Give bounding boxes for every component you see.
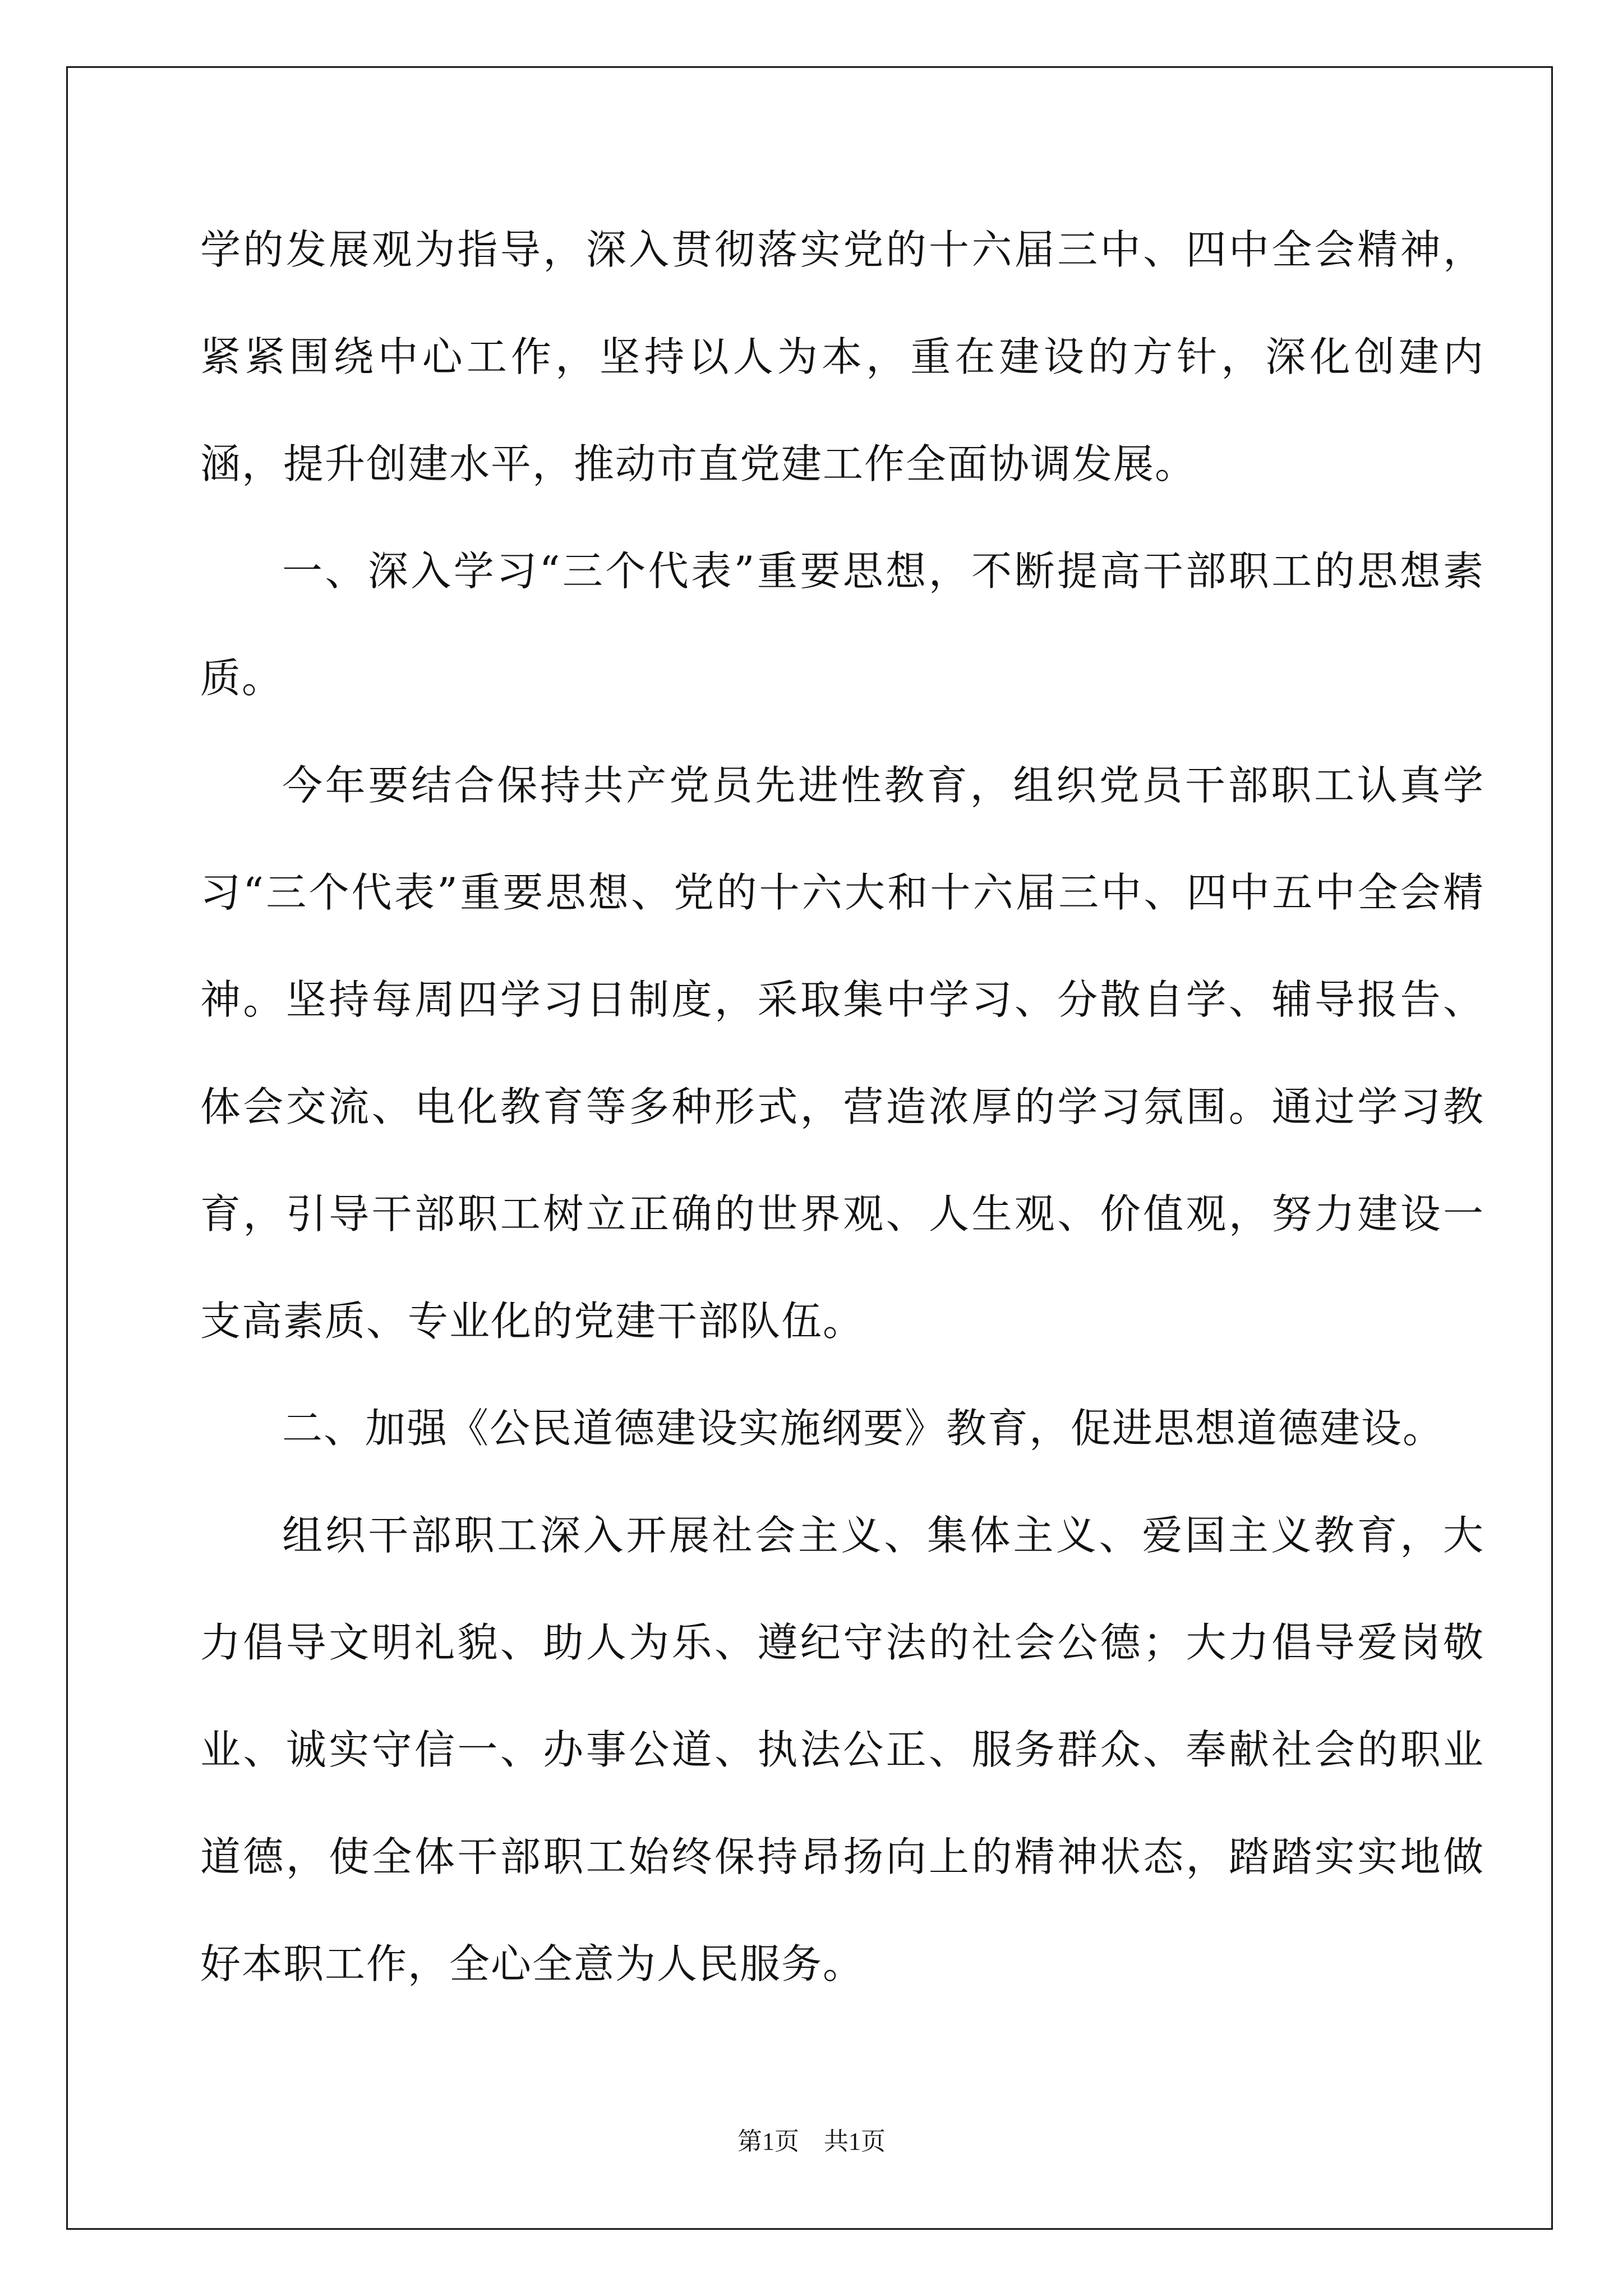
paragraph-intro: 学的发展观为指导，深入贯彻落实党的十六届三中、四中全会精神，紧紧围绕中心工作，坚持以人为本，重在建设的方针，深化创建内涵，提升创建水平，推动市直党建工作全面协调发展。 bbox=[200, 226, 1484, 487]
page-number-footer: 第1页 共1页 bbox=[737, 2128, 886, 2155]
document-body bbox=[200, 196, 1484, 2018]
paragraph-study: 今年要结合保持共产党员先进性教育，组织党员干部职工认真学习“三个代表”重要思想、党的十六大和十六届三中、四中五中全会精神。坚持每周四学习日制度，采取集中学习、分散自学、辅导报告、体会交流、电化教育等多种形式，营造浓厚的学习氛围。通过学习教育，引导干部职工树立正确的世界观、人生观、价值观，努力建设一支高素质、专业化的党建干部队伍。 bbox=[200, 762, 1484, 1345]
paragraph-ethics: 组织干部职工深入开展社会主义、集体主义、爱国主义教育，大力倡导文明礼貌、助人为乐、遵纪守法的社会公德；大力倡导爱岗敬业、诚实守信一、办事公道、执法公正、服务群众、奉献社会的职业道德，使全体干部职工始终保持昂扬向上的精神状态，踏踏实实地做好本职工作，全心全意为人民服务。 bbox=[200, 1512, 1484, 1987]
section-heading-1: 一、深入学习“三个代表”重要思想，不断提高干部职工的思想素质。 bbox=[200, 547, 1484, 702]
section-heading-2: 二、加强《公民道德建设实施纲要》教育，促进思想道德建设。 bbox=[282, 1405, 1445, 1452]
